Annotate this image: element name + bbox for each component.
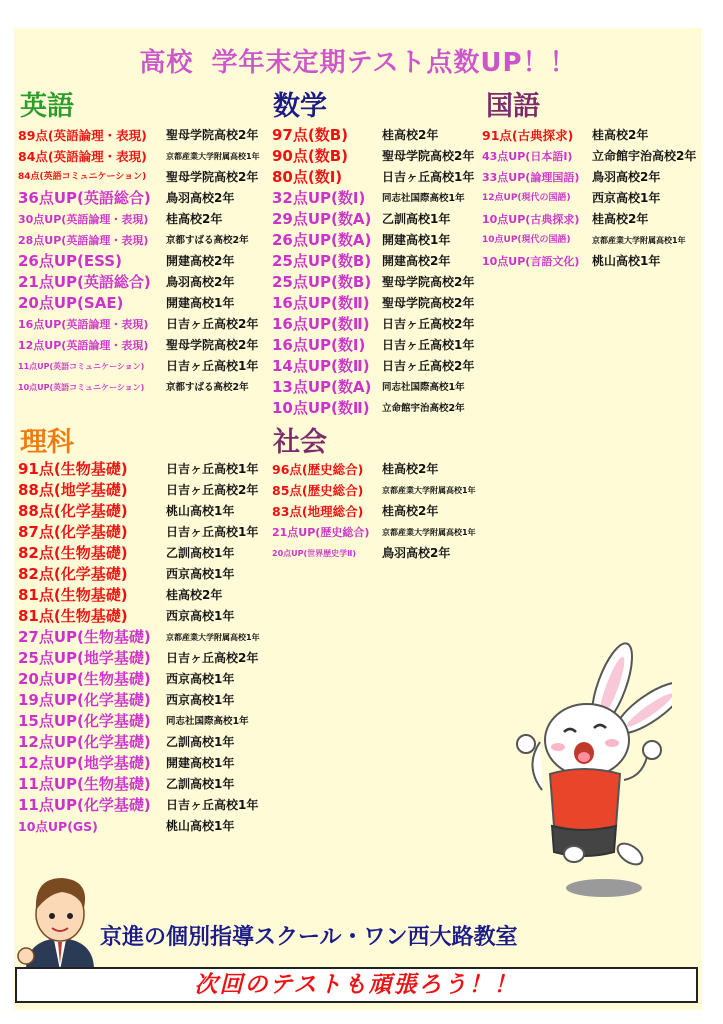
school-text: 聖母学院高校2年 [382,296,475,310]
school-text: 西京高校1年 [166,609,235,623]
score-row [482,188,698,209]
school-text: 京都産業大学附属高校1年 [592,236,686,245]
score-text: 96点(歴史総合) [272,462,364,477]
score-row [18,501,268,522]
score-row [18,795,268,816]
school-text: 日吉ヶ丘高校1年 [166,525,259,539]
school-text: 京都産業大学附属高校1年 [382,486,476,495]
school-text: 日吉ヶ丘高校1年 [382,170,475,184]
score-text: 97点(数B) [272,126,349,144]
score-row [18,459,268,480]
score-text: 27点UP(生物基礎) [18,628,151,646]
school-text: 開建高校1年 [166,296,235,310]
score-text: 82点(化学基礎) [18,565,128,583]
score-text: 13点UP(数A) [272,378,372,396]
school-text: 桂高校2年 [592,128,649,142]
score-text: 14点UP(数Ⅱ) [272,357,370,375]
school-text: 鳥羽高校2年 [592,170,661,184]
score-row [482,251,698,272]
score-row [272,188,482,209]
score-text: 11点UP(化学基礎) [18,796,151,814]
score-text: 91点(生物基礎) [18,460,128,478]
social-heading: 社会 [273,427,327,458]
score-text: 36点UP(英語総合) [18,189,151,207]
school-text: 乙訓高校1年 [166,735,235,749]
score-text: 81点(生物基礎) [18,586,128,604]
school-text: 桃山高校1年 [592,254,661,268]
page-title: 高校 学年末定期テスト点数UP！！ [139,48,577,78]
score-text: 80点(数Ⅰ) [272,168,343,186]
score-text: 88点(化学基礎) [18,502,128,520]
score-row [482,125,698,146]
score-row [18,251,268,272]
school-text: 乙訓高校1年 [166,777,235,791]
score-row [272,356,482,377]
school-name: 京進の個別指導スクール・ワン西大路教室 [100,925,518,950]
school-text: 桃山高校1年 [166,819,235,833]
score-row [482,230,698,251]
school-text: 桂高校2年 [166,588,223,602]
school-text: 西京高校1年 [166,693,235,707]
score-text: 10点UP(古典探求) [482,213,580,226]
score-row [482,146,698,167]
school-text: 日吉ヶ丘高校1年 [166,462,259,476]
school-text: 日吉ヶ丘高校1年 [166,359,259,373]
score-text: 16点UP(数Ⅱ) [272,294,370,312]
school-text: 西京高校1年 [592,191,661,205]
score-row [18,606,268,627]
score-text: 30点UP(英語論理・表現) [18,213,149,226]
school-text: 同志社国際高校1年 [166,716,249,727]
score-text: 10点UP(数Ⅱ) [272,399,370,417]
score-text: 10点UP(GS) [18,819,98,834]
score-text: 32点UP(数Ⅰ) [272,189,366,207]
score-text: 84点(英語論理・表現) [18,149,147,164]
english-list [18,125,268,398]
score-row [18,543,268,564]
school-text: 鳥羽高校2年 [166,191,235,205]
score-row [18,335,268,356]
school-text: 日吉ヶ丘高校1年 [382,338,475,352]
score-row [18,816,268,837]
score-text: 20点UP(生物基礎) [18,670,151,688]
score-row [272,335,482,356]
social-list [272,459,482,564]
school-text: 京都すばる高校2年 [166,382,249,393]
score-row [18,627,268,648]
score-text: 12点UP(地学基礎) [18,754,151,772]
school-text: 聖母学院高校2年 [166,128,259,142]
school-text: 乙訓高校1年 [166,546,235,560]
score-row [18,377,268,398]
score-text: 12点UP(化学基礎) [18,733,151,751]
score-row [272,293,482,314]
score-text: 25点UP(数B) [272,252,372,270]
score-text: 29点UP(数A) [272,210,372,228]
boy-illustration [16,870,106,970]
japanese-list [482,125,698,272]
score-text: 12点UP(現代の国語) [482,193,571,203]
school-text: 聖母学院高校2年 [166,170,259,184]
score-row [272,398,482,419]
school-text: 聖母学院高校2年 [382,149,475,163]
score-row [272,230,482,251]
school-text: 西京高校1年 [166,672,235,686]
score-row [18,648,268,669]
score-text: 10点UP(現代の国語) [482,235,571,245]
school-text: 桂高校2年 [382,462,439,476]
school-text: 日吉ヶ丘高校2年 [382,317,475,331]
score-text: 90点(数B) [272,147,349,165]
school-text: 日吉ヶ丘高校2年 [166,317,259,331]
score-row [18,522,268,543]
school-text: 桂高校2年 [382,504,439,518]
score-text: 21点UP(英語総合) [18,273,151,291]
score-text: 11点UP(生物基礎) [18,775,151,793]
school-text: 開建高校1年 [166,756,235,770]
score-text: 26点UP(数A) [272,231,372,249]
score-text: 16点UP(英語論理・表現) [18,318,149,331]
score-row [18,774,268,795]
english-heading: 英語 [20,91,74,122]
school-text: 京都産業大学附属高校1年 [382,528,476,537]
science-heading: 理科 [20,427,74,458]
score-text: 11点UP(英語コミュニケーション) [18,362,145,371]
school-text: 聖母学院高校2年 [382,275,475,289]
score-text: 12点UP(英語論理・表現) [18,339,149,352]
score-row [272,272,482,293]
footer-banner: 次回のテストも頑張ろう！！ [15,967,698,1003]
school-text: 同志社国際高校1年 [382,193,465,204]
score-row [272,167,482,188]
school-text: 鳥羽高校2年 [166,275,235,289]
school-text: 開建高校2年 [382,254,451,268]
score-text: 16点UP(数Ⅰ) [272,336,366,354]
score-row [18,669,268,690]
score-text: 25点UP(数B) [272,273,372,291]
score-row [272,459,482,480]
school-text: 開建高校2年 [166,254,235,268]
school-text: 京都すばる高校2年 [166,235,249,246]
score-row [272,125,482,146]
school-text: 乙訓高校1年 [382,212,451,226]
japanese-heading: 国語 [486,91,540,122]
score-text: 16点UP(数Ⅱ) [272,315,370,333]
score-row [272,314,482,335]
school-text: 聖母学院高校2年 [166,338,259,352]
score-row [18,230,268,251]
school-text: 立命館宇治高校2年 [592,149,697,163]
score-text: 43点UP(日本語Ⅰ) [482,150,573,163]
score-row [272,251,482,272]
school-text: 京都産業大学附属高校1年 [166,152,260,161]
rabbit-illustration [512,640,672,910]
score-row [18,690,268,711]
school-text: 日吉ヶ丘高校2年 [166,483,259,497]
score-text: 25点UP(地学基礎) [18,649,151,667]
score-text: 82点(生物基礎) [18,544,128,562]
score-row [18,356,268,377]
school-text: 日吉ヶ丘高校2年 [166,651,259,665]
score-row [18,272,268,293]
score-row [18,732,268,753]
school-text: 桃山高校1年 [166,504,235,518]
school-text: 開建高校1年 [382,233,451,247]
score-row [18,209,268,230]
score-row [18,125,268,146]
score-row [482,167,698,188]
score-row [272,522,482,543]
score-text: 10点UP(英語コミュニケーション) [18,383,145,392]
score-text: 20点UP(SAE) [18,294,124,312]
score-text: 26点UP(ESS) [18,252,122,270]
science-list [18,459,268,837]
school-text: 同志社国際高校1年 [382,382,465,393]
school-text: 京都産業大学附属高校1年 [166,633,260,642]
score-row [18,314,268,335]
score-text: 15点UP(化学基礎) [18,712,151,730]
score-text: 85点(歴史総合) [272,483,364,498]
school-text: 日吉ヶ丘高校2年 [382,359,475,373]
score-text: 88点(地学基礎) [18,481,128,499]
score-row [18,585,268,606]
score-row [18,167,268,188]
score-row [272,480,482,501]
math-list [272,125,482,419]
school-text: 鳥羽高校2年 [382,546,451,560]
school-text: 桂高校2年 [166,212,223,226]
score-row [18,146,268,167]
score-text: 33点UP(論理国語) [482,171,580,184]
score-row [18,293,268,314]
score-row [18,480,268,501]
score-text: 19点UP(化学基礎) [18,691,151,709]
score-row [18,188,268,209]
score-row [272,543,482,564]
score-text: 89点(英語論理・表現) [18,128,147,143]
score-row [272,377,482,398]
score-row [272,209,482,230]
score-row [18,753,268,774]
score-text: 84点(英語コミュニケーション) [18,172,147,182]
score-row [482,209,698,230]
score-text: 10点UP(言語文化) [482,255,580,268]
score-row [272,501,482,522]
score-row [18,564,268,585]
score-row [18,711,268,732]
school-text: 西京高校1年 [166,567,235,581]
score-text: 28点UP(英語論理・表現) [18,234,149,247]
score-text: 91点(古典探求) [482,128,574,143]
score-text: 81点(生物基礎) [18,607,128,625]
school-text: 立命館宇治高校2年 [382,403,465,414]
school-text: 日吉ヶ丘高校1年 [166,798,259,812]
school-text: 桂高校2年 [592,212,649,226]
score-text: 21点UP(歴史総合) [272,526,370,539]
math-heading: 数学 [273,91,327,122]
score-text: 20点UP(世界歴史学Ⅱ) [272,549,357,558]
school-text: 桂高校2年 [382,128,439,142]
score-text: 87点(化学基礎) [18,523,128,541]
score-row [272,146,482,167]
score-text: 83点(地理総合) [272,504,364,519]
